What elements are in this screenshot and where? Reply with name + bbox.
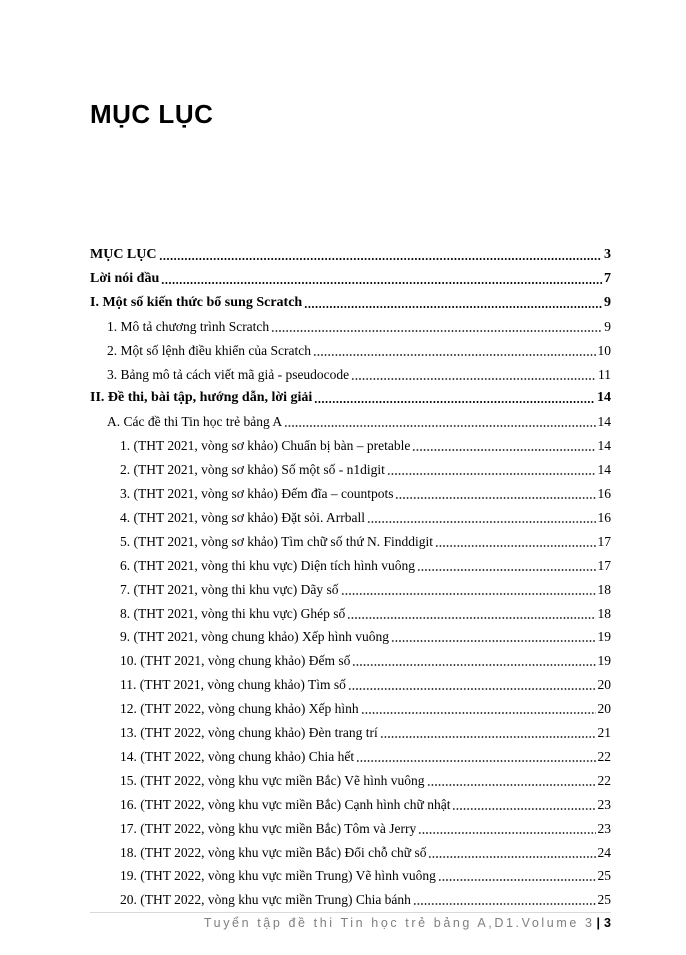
toc-entry-page: 14 [597, 438, 611, 454]
toc-dot-leader [387, 473, 596, 475]
toc-entry[interactable] [90, 267, 611, 287]
toc-entry[interactable] [120, 841, 611, 861]
toc-entry[interactable] [107, 363, 611, 383]
toc-entry-title: 20. (THT 2022, vòng khu vực miền Trung) Chia bánh [120, 892, 411, 908]
toc-dot-leader [391, 640, 596, 642]
toc-entry-page: 14 [597, 414, 611, 430]
toc-entry[interactable] [120, 506, 611, 526]
toc-entry-title: 19. (THT 2022, vòng khu vực miền Trung) Vẽ hình vuông [120, 868, 436, 884]
toc-dot-leader [418, 832, 595, 834]
toc-entry-page: 20 [597, 701, 611, 717]
toc-dot-leader [304, 306, 602, 308]
toc-entry[interactable] [120, 530, 611, 550]
toc-entry-page: 16 [597, 509, 611, 525]
toc-entry-title: 11. (THT 2021, vòng chung khảo) Tìm số [120, 677, 346, 693]
toc-entry-title: 14. (THT 2022, vòng chung khảo) Chia hết [120, 748, 355, 764]
toc-dot-leader [159, 258, 603, 260]
toc-entry[interactable] [90, 291, 611, 311]
toc-entry-title: 1. Mô tả chương trình Scratch [107, 318, 270, 334]
toc-entry-title: 18. (THT 2022, vòng khu vực miền Bắc) Đổi chỗ chữ số [120, 844, 427, 860]
toc-dot-leader [438, 879, 596, 881]
toc-entry-page: 7 [604, 270, 611, 286]
toc-entry-page: 17 [597, 533, 611, 549]
toc-entry-title: A. Các đề thi Tin học trẻ bảng A [107, 414, 283, 430]
toc-entry[interactable] [120, 458, 611, 478]
toc-entry-title: 12. (THT 2022, vòng chung khảo) Xếp hình [120, 701, 359, 717]
page-footer [204, 916, 611, 930]
toc-entry[interactable] [120, 434, 611, 454]
toc-entry[interactable] [107, 339, 611, 359]
toc-entry-page: 23 [597, 820, 611, 836]
toc-entry[interactable] [120, 649, 611, 669]
toc-entry[interactable] [120, 769, 611, 789]
toc-entry-title: 17. (THT 2022, vòng khu vực miền Bắc) Tôm và Jerry [120, 820, 417, 836]
toc-entry-page: 20 [597, 677, 611, 693]
toc-entry-page: 16 [597, 486, 611, 501]
toc-entry[interactable] [120, 602, 611, 622]
toc-entry-page: 21 [597, 725, 611, 740]
toc-entry-title: 2. Một số lệnh điều khiển của Scratch [107, 342, 311, 358]
footer-divider [90, 912, 611, 913]
toc-entry-page: 22 [597, 748, 611, 764]
toc-entry-title: 7. (THT 2021, vòng thi khu vực) Dãy số [120, 581, 339, 597]
toc-entry-page: 19 [597, 629, 611, 645]
toc-dot-leader [361, 712, 596, 714]
toc-entry-title: II. Đề thi, bài tập, hướng dẫn, lời giải [90, 390, 313, 406]
toc-entry-title: Lời nói đầu [90, 270, 160, 286]
toc-entry-page: 23 [597, 796, 611, 812]
toc-entry-title: 16. (THT 2022, vòng khu vực miền Bắc) Cạnh hình chữ nhật [120, 796, 451, 812]
toc-entry-title: MỤC LỤC [90, 247, 157, 262]
toc-entry-page: 14 [597, 390, 611, 406]
toc-entry[interactable] [90, 243, 611, 263]
toc-entry-page: 19 [597, 653, 611, 669]
footer-title: Tuyển tập đề thi Tin học trẻ bảng A,D1.Volume 3 [203, 916, 595, 930]
toc-entry-title: I. Một số kiến thức bổ sung Scratch [90, 294, 303, 310]
toc-entry-page: 18 [597, 605, 611, 621]
toc-entry[interactable] [120, 888, 611, 908]
toc-entry-title: 9. (THT 2021, vòng chung khảo) Xếp hình vuông [120, 629, 389, 645]
toc-dot-leader [428, 856, 595, 858]
toc-entry-title: 6. (THT 2021, vòng thi khu vực) Diện tích hình vuông [120, 557, 416, 573]
toc-dot-leader [427, 784, 596, 786]
toc-entry[interactable] [120, 625, 611, 645]
toc-dot-leader [452, 808, 595, 810]
toc-entry-page: 11 [598, 366, 611, 382]
toc-entry[interactable] [107, 410, 611, 430]
toc-entry[interactable] [120, 745, 611, 765]
toc-dot-leader [412, 449, 595, 451]
toc-entry-title: 15. (THT 2022, vòng khu vực miền Bắc) Vẽ hình vuông [120, 772, 425, 788]
toc-entry-page: 25 [597, 892, 611, 908]
toc-entry[interactable] [120, 793, 611, 813]
toc-entry[interactable] [120, 721, 611, 741]
toc-entry-page: 14 [597, 462, 611, 478]
toc-entry[interactable] [120, 554, 611, 574]
toc-dot-leader [395, 497, 595, 499]
toc-dot-leader [413, 903, 596, 905]
toc-entry-page: 3 [604, 247, 611, 262]
toc-entry[interactable] [120, 817, 611, 837]
toc-dot-leader [284, 425, 595, 427]
toc-entry-page: 9 [604, 318, 611, 334]
toc-entry[interactable] [120, 578, 611, 598]
toc-entry-page: 24 [597, 844, 611, 860]
footer-page-number: 3 [604, 916, 611, 930]
toc-entry-page: 25 [597, 868, 611, 884]
toc-entry[interactable] [120, 482, 611, 502]
toc-dot-leader [348, 688, 596, 690]
toc-dot-leader [417, 569, 595, 571]
toc-entry-page: 9 [604, 294, 611, 310]
toc-entry-title: 5. (THT 2021, vòng sơ khảo) Tìm chữ số thứ N. Finddigit [120, 533, 434, 549]
toc-dot-leader [435, 545, 595, 547]
toc-entry[interactable] [90, 386, 611, 406]
toc-entry[interactable] [120, 697, 611, 717]
toc-entry-title: 8. (THT 2021, vòng thi khu vực) Ghép số [120, 605, 346, 621]
toc-dot-leader [314, 401, 595, 403]
toc-dot-leader [161, 282, 602, 284]
footer-separator: | [596, 916, 601, 930]
toc-entry-title: 3. (THT 2021, vòng sơ khảo) Đếm đĩa – countpots [120, 486, 394, 501]
toc-entry-page: 18 [597, 581, 611, 597]
toc-entry-title: 2. (THT 2021, vòng sơ khảo) Số một số - n1digit [120, 462, 385, 478]
toc-dot-leader [380, 736, 596, 738]
toc-dot-leader [352, 664, 595, 666]
toc-entry[interactable] [120, 673, 611, 693]
toc-dot-leader [313, 354, 596, 356]
toc-dot-leader [367, 521, 596, 523]
toc-entry-title: 3. Bảng mô tả cách viết mã giả - pseudocode [107, 366, 350, 382]
toc-entry-title: 4. (THT 2021, vòng sơ khảo) Đặt sỏi. Arrball [120, 509, 365, 525]
toc-dot-leader [341, 593, 596, 595]
toc-dot-leader [347, 617, 595, 619]
toc-entry[interactable] [107, 315, 611, 335]
toc-dot-leader [271, 330, 602, 332]
toc-dot-leader [351, 378, 596, 380]
toc-entry-title: 1. (THT 2021, vòng sơ khảo) Chuẩn bị bàn – pretable [120, 438, 411, 454]
toc-dot-leader [356, 760, 595, 762]
page-title: MỤC LỤC [90, 99, 214, 129]
toc-entry-title: 10. (THT 2021, vòng chung khảo) Đếm số [120, 653, 351, 669]
toc-entry-title: 13. (THT 2022, vòng chung khảo) Đèn trang trí [120, 725, 378, 740]
toc-entry-page: 22 [597, 772, 611, 788]
toc-entry[interactable] [120, 864, 611, 884]
toc-entry-page: 17 [597, 557, 611, 573]
toc-entry-page: 10 [597, 342, 611, 358]
